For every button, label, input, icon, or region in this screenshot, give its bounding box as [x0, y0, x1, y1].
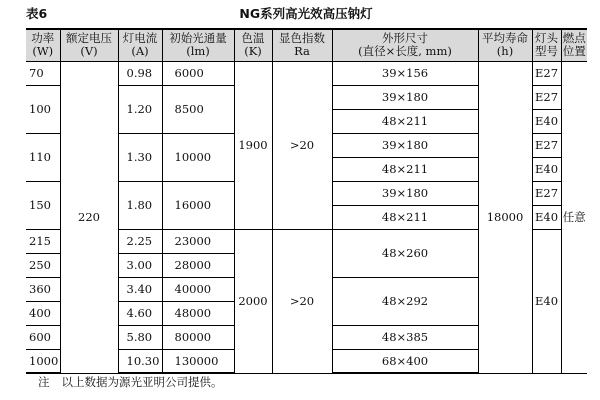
header-color-temp-unit: (K)	[244, 44, 262, 59]
header-current	[118, 29, 162, 61]
current-cell: 4.60	[118, 301, 162, 325]
cap-cell: E27	[532, 133, 561, 157]
header-power-unit: (W)	[32, 44, 54, 59]
dimension-cell: 48×211	[332, 109, 478, 133]
flux-cell: 40000	[162, 277, 234, 301]
ra-cell: >20	[272, 229, 332, 373]
color-temp-cell: 1900	[234, 61, 272, 229]
dimension-cell: 48×292	[332, 277, 478, 325]
header-cap	[532, 29, 561, 61]
cap-cell: E40	[532, 205, 561, 229]
current-cell: 1.20	[118, 85, 162, 133]
header-row	[26, 29, 587, 61]
header-power	[26, 29, 60, 61]
current-cell: 1.80	[118, 181, 162, 229]
life-cell: 18000	[478, 61, 532, 373]
dimension-cell: 39×180	[332, 85, 478, 109]
power-cell: 360	[26, 277, 60, 301]
header-voltage-unit: (V)	[80, 44, 98, 59]
flux-cell: 28000	[162, 253, 234, 277]
power-cell: 100	[26, 85, 60, 133]
color-temp-cell: 2000	[234, 229, 272, 373]
header-color-temp	[234, 29, 272, 61]
header-position-unit: 位置	[562, 44, 586, 59]
dimension-cell: 48×385	[332, 325, 478, 349]
header-ra-unit: Ra	[294, 44, 310, 59]
flux-cell: 48000	[162, 301, 234, 325]
header-flux-unit: (lm)	[186, 44, 210, 59]
footnote-label: 注	[38, 375, 50, 389]
header-life	[478, 29, 532, 61]
header-power-name: 功率	[31, 31, 55, 46]
dimension-cell: 48×260	[332, 229, 478, 277]
header-current-unit: (A)	[131, 44, 149, 59]
current-cell: 3.00	[118, 253, 162, 277]
table-caption	[26, 4, 586, 24]
cap-cell: E27	[532, 181, 561, 205]
power-cell: 400	[26, 301, 60, 325]
table-title: NG系列高光效高压钠灯	[239, 6, 373, 21]
ra-cell: >20	[272, 61, 332, 229]
flux-cell: 6000	[162, 61, 234, 85]
header-life-name: 平均寿命	[482, 31, 528, 46]
voltage-cell: 220	[60, 61, 118, 373]
cap-cell: E40	[532, 157, 561, 181]
current-cell: 10.30	[118, 349, 162, 373]
header-position	[561, 29, 587, 61]
current-cell: 5.80	[118, 325, 162, 349]
flux-cell: 8500	[162, 85, 234, 133]
header-cap-name: 灯头	[535, 31, 558, 46]
dimension-cell: 48×211	[332, 205, 478, 229]
power-cell: 150	[26, 181, 60, 229]
cap-cell: E27	[532, 85, 561, 109]
cap-cell: E27	[532, 61, 561, 85]
power-cell: 600	[26, 325, 60, 349]
cap-cell: E40	[532, 109, 561, 133]
header-position-name: 燃点	[562, 31, 586, 46]
lamp-spec-table	[26, 28, 587, 374]
flux-cell: 16000	[162, 181, 234, 229]
dimension-cell: 39×180	[332, 133, 478, 157]
power-cell: 250	[26, 253, 60, 277]
header-flux	[162, 29, 234, 61]
header-voltage-name: 额定电压	[66, 31, 112, 46]
header-flux-name: 初始光通量	[169, 31, 227, 46]
power-cell: 70	[26, 61, 60, 85]
header-ra	[272, 29, 332, 61]
header-color-temp-name: 色温	[241, 31, 265, 46]
dimension-cell: 68×400	[332, 349, 478, 373]
header-ra-name: 显色指数	[279, 31, 325, 46]
power-cell: 110	[26, 133, 60, 181]
current-cell: 1.30	[118, 133, 162, 181]
header-dimensions-name: 外形尺寸	[382, 31, 428, 46]
position-cell: 任意	[561, 61, 587, 373]
flux-cell: 80000	[162, 325, 234, 349]
flux-cell: 130000	[162, 349, 234, 373]
power-cell: 215	[26, 229, 60, 253]
dimension-cell: 39×156	[332, 61, 478, 85]
current-cell: 2.25	[118, 229, 162, 253]
table-footnote	[38, 374, 223, 390]
flux-cell: 23000	[162, 229, 234, 253]
header-life-unit: (h)	[496, 44, 514, 59]
header-cap-unit: 型号	[535, 44, 558, 59]
dimension-cell: 48×211	[332, 157, 478, 181]
header-current-name: 灯电流	[122, 31, 158, 46]
header-dimensions	[332, 29, 478, 61]
current-cell: 0.98	[118, 61, 162, 85]
cap-cell: E40	[532, 229, 561, 373]
table-row	[26, 61, 587, 85]
dimension-cell: 39×180	[332, 181, 478, 205]
current-cell: 3.40	[118, 277, 162, 301]
table-number: 表6	[26, 6, 48, 21]
header-dimensions-unit: (直径×长度, mm)	[358, 44, 452, 59]
flux-cell: 10000	[162, 133, 234, 181]
header-voltage	[60, 29, 118, 61]
power-cell: 1000	[26, 349, 60, 373]
footnote-text: 以上数据为源光亚明公司提供。	[61, 375, 223, 389]
